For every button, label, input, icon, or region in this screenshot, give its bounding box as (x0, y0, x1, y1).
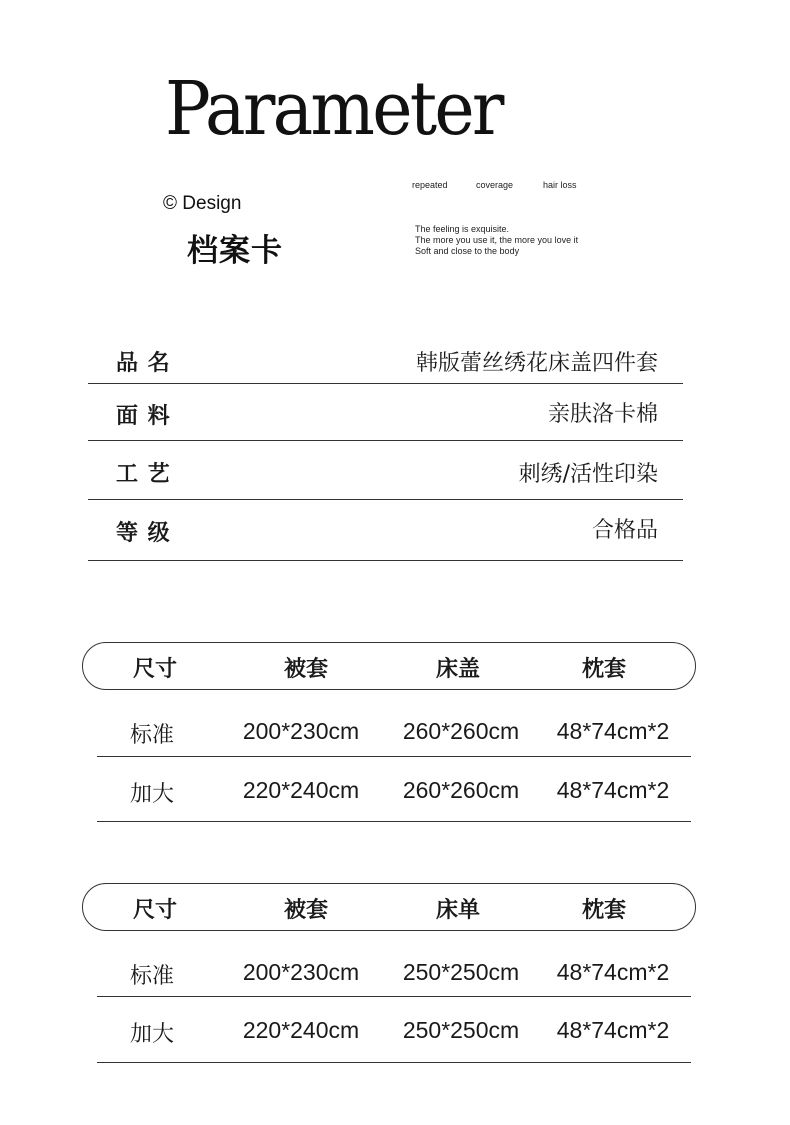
tag-repeated: repeated (412, 180, 448, 190)
table-cell: 48*74cm*2 (556, 1017, 670, 1043)
tag-coverage: coverage (476, 180, 514, 190)
header-cell: 床盖 (435, 657, 481, 682)
table-cell: 48*74cm*2 (556, 959, 670, 985)
table-cell: 220*240cm (242, 777, 360, 803)
table-cell: 48*74cm*2 (556, 718, 670, 744)
param-row-craft (88, 441, 683, 500)
card-label: 档案卡 (187, 233, 283, 269)
table-row (97, 997, 691, 1063)
table-cell: 加大 (129, 1022, 175, 1047)
header-cell: 尺寸 (132, 657, 178, 682)
table-cell: 200*230cm (242, 959, 360, 985)
table-cell: 250*250cm (402, 959, 520, 985)
param-value: 亲肤洛卡棉 (547, 402, 658, 427)
param-key: 品 名 (116, 351, 171, 376)
tagline (415, 224, 578, 257)
param-key: 等 级 (116, 521, 171, 546)
param-value: 韩版蕾丝绣花床盖四件套 (415, 351, 658, 376)
table-cell: 260*260cm (402, 777, 520, 803)
table-row (97, 945, 691, 997)
header-cell: 被套 (283, 657, 329, 682)
table-cell: 250*250cm (402, 1017, 520, 1043)
tagline-line: The feeling is exquisite. (415, 224, 510, 234)
header-cell: 枕套 (581, 898, 627, 923)
table-row (97, 757, 691, 822)
param-row-name (88, 340, 683, 384)
param-key: 工 艺 (116, 462, 171, 487)
header-cell: 尺寸 (132, 898, 178, 923)
page-title: Parameter (165, 66, 502, 152)
table-cell: 48*74cm*2 (556, 777, 670, 803)
size-table-1-header (82, 642, 696, 690)
table-cell: 220*240cm (242, 1017, 360, 1043)
table-cell: 260*260cm (402, 718, 520, 744)
param-row-grade (88, 500, 683, 561)
header-cell: 枕套 (581, 657, 627, 682)
table-row (97, 704, 691, 757)
tag-hair-loss: hair loss (543, 180, 577, 190)
table-cell: 标准 (129, 723, 175, 748)
table-cell: 200*230cm (242, 718, 360, 744)
size-table-2-header (82, 883, 696, 931)
tagline-line: The more you use it, the more you love it (415, 235, 579, 245)
tagline-line: Soft and close to the body (415, 246, 520, 256)
param-key: 面 料 (116, 404, 171, 429)
table-cell: 标准 (129, 964, 175, 989)
table-cell: 加大 (129, 782, 175, 807)
param-row-fabric (88, 384, 683, 441)
header-cell: 床单 (435, 898, 481, 923)
design-label: © Design (163, 193, 242, 214)
header-cell: 被套 (283, 898, 329, 923)
param-value: 合格品 (591, 518, 658, 543)
param-value: 刺绣/活性印染 (518, 462, 658, 487)
